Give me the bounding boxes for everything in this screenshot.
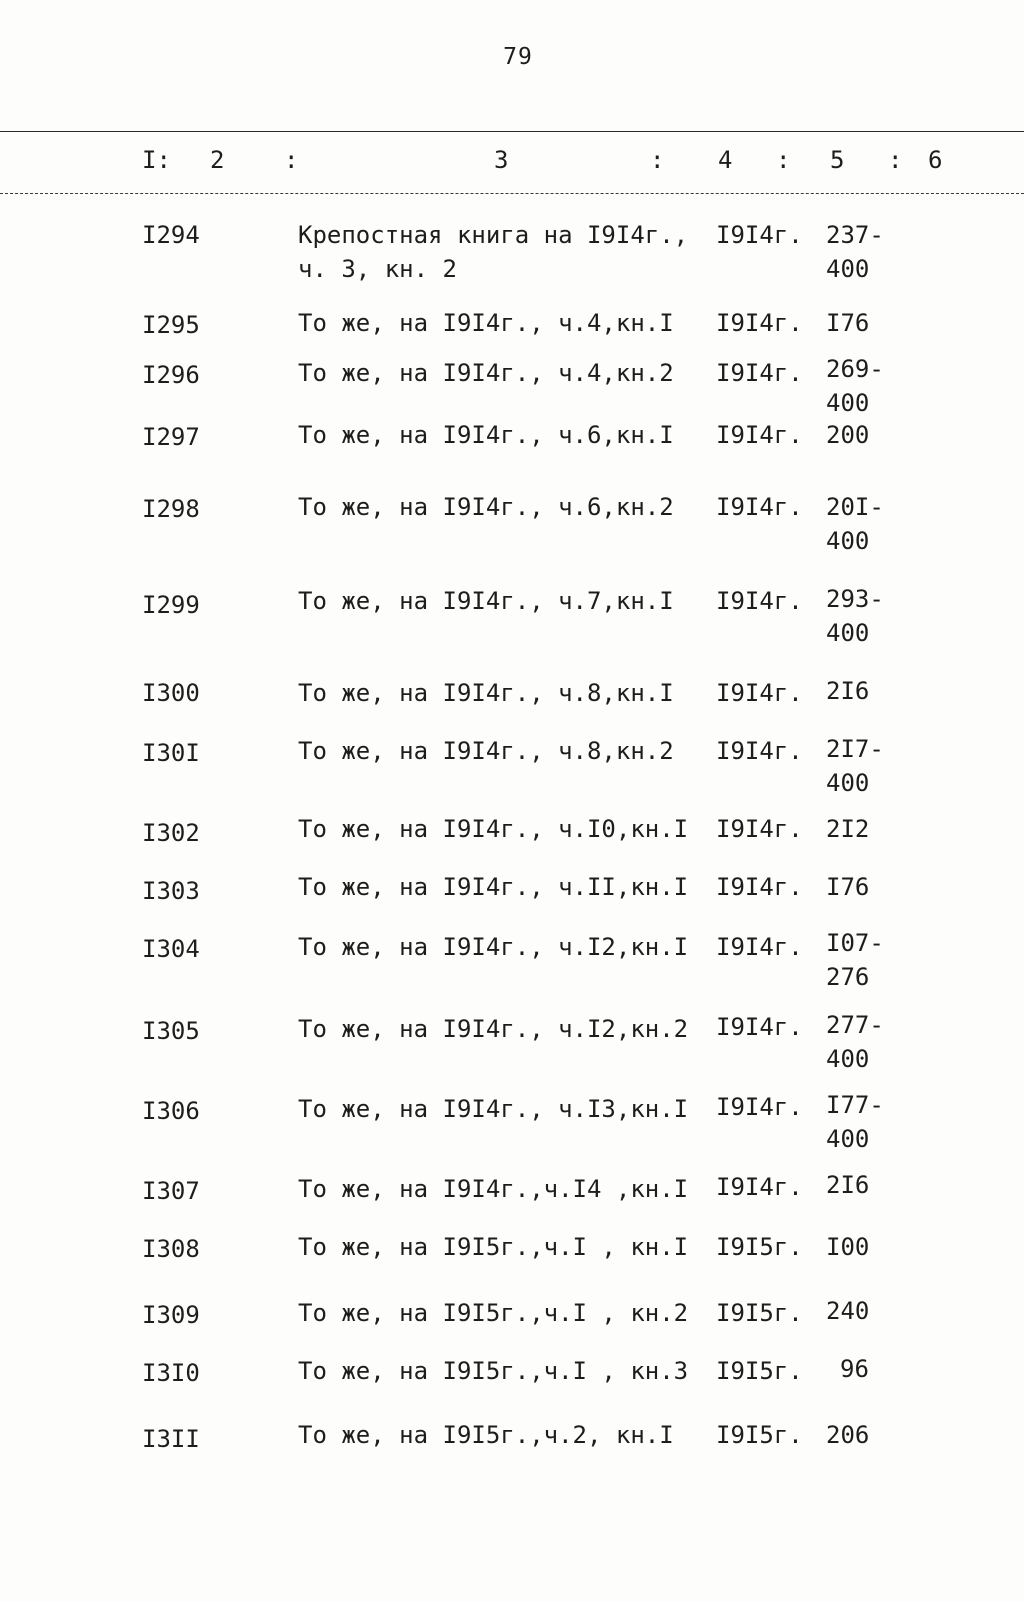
entry-number: I299 — [142, 591, 200, 619]
column-separator: : — [888, 146, 903, 174]
entry-number: I297 — [142, 423, 200, 451]
entry-year: I9I4г. — [716, 933, 803, 961]
entry-title: То же, на I9I5г.,ч.2, кн.I — [298, 1421, 674, 1449]
entry-number: I298 — [142, 495, 200, 523]
entry-pages: 240 — [826, 1297, 870, 1325]
entry-year: I9I4г. — [716, 679, 803, 707]
column-header-3: 3 — [494, 146, 509, 174]
entry-year: I9I4г. — [716, 421, 803, 449]
column-header-5: 5 — [830, 146, 845, 174]
entry-title: То же, на I9I4г., ч.6,кн.2 — [298, 493, 674, 521]
entry-title: То же, на I9I4г., ч.I2,кн.I — [298, 933, 689, 961]
entry-year: I9I4г. — [716, 309, 803, 337]
entry-number: I306 — [142, 1097, 200, 1125]
entry-pages: 200 — [826, 421, 870, 449]
entry-year: I9I4г. — [716, 587, 803, 615]
entry-pages: I07- 276 — [826, 929, 884, 991]
entry-pages: 2I6 — [826, 1171, 870, 1199]
entry-number: I30I — [142, 739, 200, 767]
entry-title: То же, на I9I4г., ч.I0,кн.I — [298, 815, 689, 843]
entry-year: I9I4г. — [716, 221, 803, 249]
entry-year: I9I4г. — [716, 873, 803, 901]
entry-title: Крепостная книга на I9I4г., ч. 3, кн. 2 — [298, 221, 689, 283]
entry-number: I296 — [142, 361, 200, 389]
entry-title: То же, на I9I4г., ч.8,кн.2 — [298, 737, 674, 765]
entry-year: I9I5г. — [716, 1299, 803, 1327]
column-header-1: I: — [142, 146, 171, 174]
entry-pages: 2I7- 400 — [826, 735, 884, 797]
entry-title: То же, на I9I4г., ч.4,кн.I — [298, 309, 674, 337]
entry-year: I9I4г. — [716, 1173, 803, 1201]
column-header-6: 6 — [928, 146, 943, 174]
entry-year: I9I5г. — [716, 1421, 803, 1449]
entry-pages: I00 — [826, 1233, 870, 1261]
entry-pages: I77- 400 — [826, 1091, 884, 1153]
entry-number: I3II — [142, 1425, 200, 1453]
entry-year: I9I4г. — [716, 815, 803, 843]
entry-pages: 2I2 — [826, 815, 870, 843]
entry-year: I9I4г. — [716, 1013, 803, 1041]
entry-number: I294 — [142, 221, 200, 249]
entry-number: I308 — [142, 1235, 200, 1263]
entry-title: То же, на I9I4г., ч.8,кн.I — [298, 679, 674, 707]
entry-title: То же, на I9I5г.,ч.I , кн.3 — [298, 1357, 689, 1385]
entry-year: I9I4г. — [716, 359, 803, 387]
column-separator: : — [650, 146, 665, 174]
column-separator: : — [776, 146, 791, 174]
page-number: 79 — [503, 44, 533, 70]
entry-year: I9I4г. — [716, 1093, 803, 1121]
entry-title: То же, на I9I5г.,ч.I , кн.I — [298, 1233, 689, 1261]
column-header-4: 4 — [718, 146, 733, 174]
entry-pages: 206 — [826, 1421, 870, 1449]
entry-pages: 293- 400 — [826, 585, 884, 647]
entry-title: То же, на I9I4г., ч.I3,кн.I — [298, 1095, 689, 1123]
entry-number: I309 — [142, 1301, 200, 1329]
entry-pages: I76 — [826, 309, 870, 337]
entry-pages: 20I- 400 — [826, 493, 884, 555]
entry-year: I9I5г. — [716, 1233, 803, 1261]
entry-pages: 96 — [840, 1355, 869, 1383]
entry-title: То же, на I9I4г.,ч.I4 ,кн.I — [298, 1175, 689, 1203]
entry-title: То же, на I9I4г., ч.6,кн.I — [298, 421, 674, 449]
entry-year: I9I5г. — [716, 1357, 803, 1385]
entry-pages: 269- 400 — [826, 355, 884, 417]
entry-title: То же, на I9I4г., ч.II,кн.I — [298, 873, 689, 901]
column-separator: : — [284, 146, 299, 174]
entry-pages: 277- 400 — [826, 1011, 884, 1073]
entry-year: I9I4г. — [716, 737, 803, 765]
entry-pages: 237- 400 — [826, 221, 884, 283]
entry-title: То же, на I9I5г.,ч.I , кн.2 — [298, 1299, 689, 1327]
entry-title: То же, на I9I4г., ч.4,кн.2 — [298, 359, 674, 387]
entry-pages: I76 — [826, 873, 870, 901]
entry-number: I303 — [142, 877, 200, 905]
entry-pages: 2I6 — [826, 677, 870, 705]
entry-number: I304 — [142, 935, 200, 963]
entry-number: I300 — [142, 679, 200, 707]
column-header-2: 2 — [210, 146, 225, 174]
entry-year: I9I4г. — [716, 493, 803, 521]
entry-number: I305 — [142, 1017, 200, 1045]
entry-title: То же, на I9I4г., ч.7,кн.I — [298, 587, 674, 615]
entry-title: То же, на I9I4г., ч.I2,кн.2 — [298, 1015, 689, 1043]
entry-number: I302 — [142, 819, 200, 847]
entry-number: I295 — [142, 311, 200, 339]
entry-number: I307 — [142, 1177, 200, 1205]
entry-number: I3I0 — [142, 1359, 200, 1387]
